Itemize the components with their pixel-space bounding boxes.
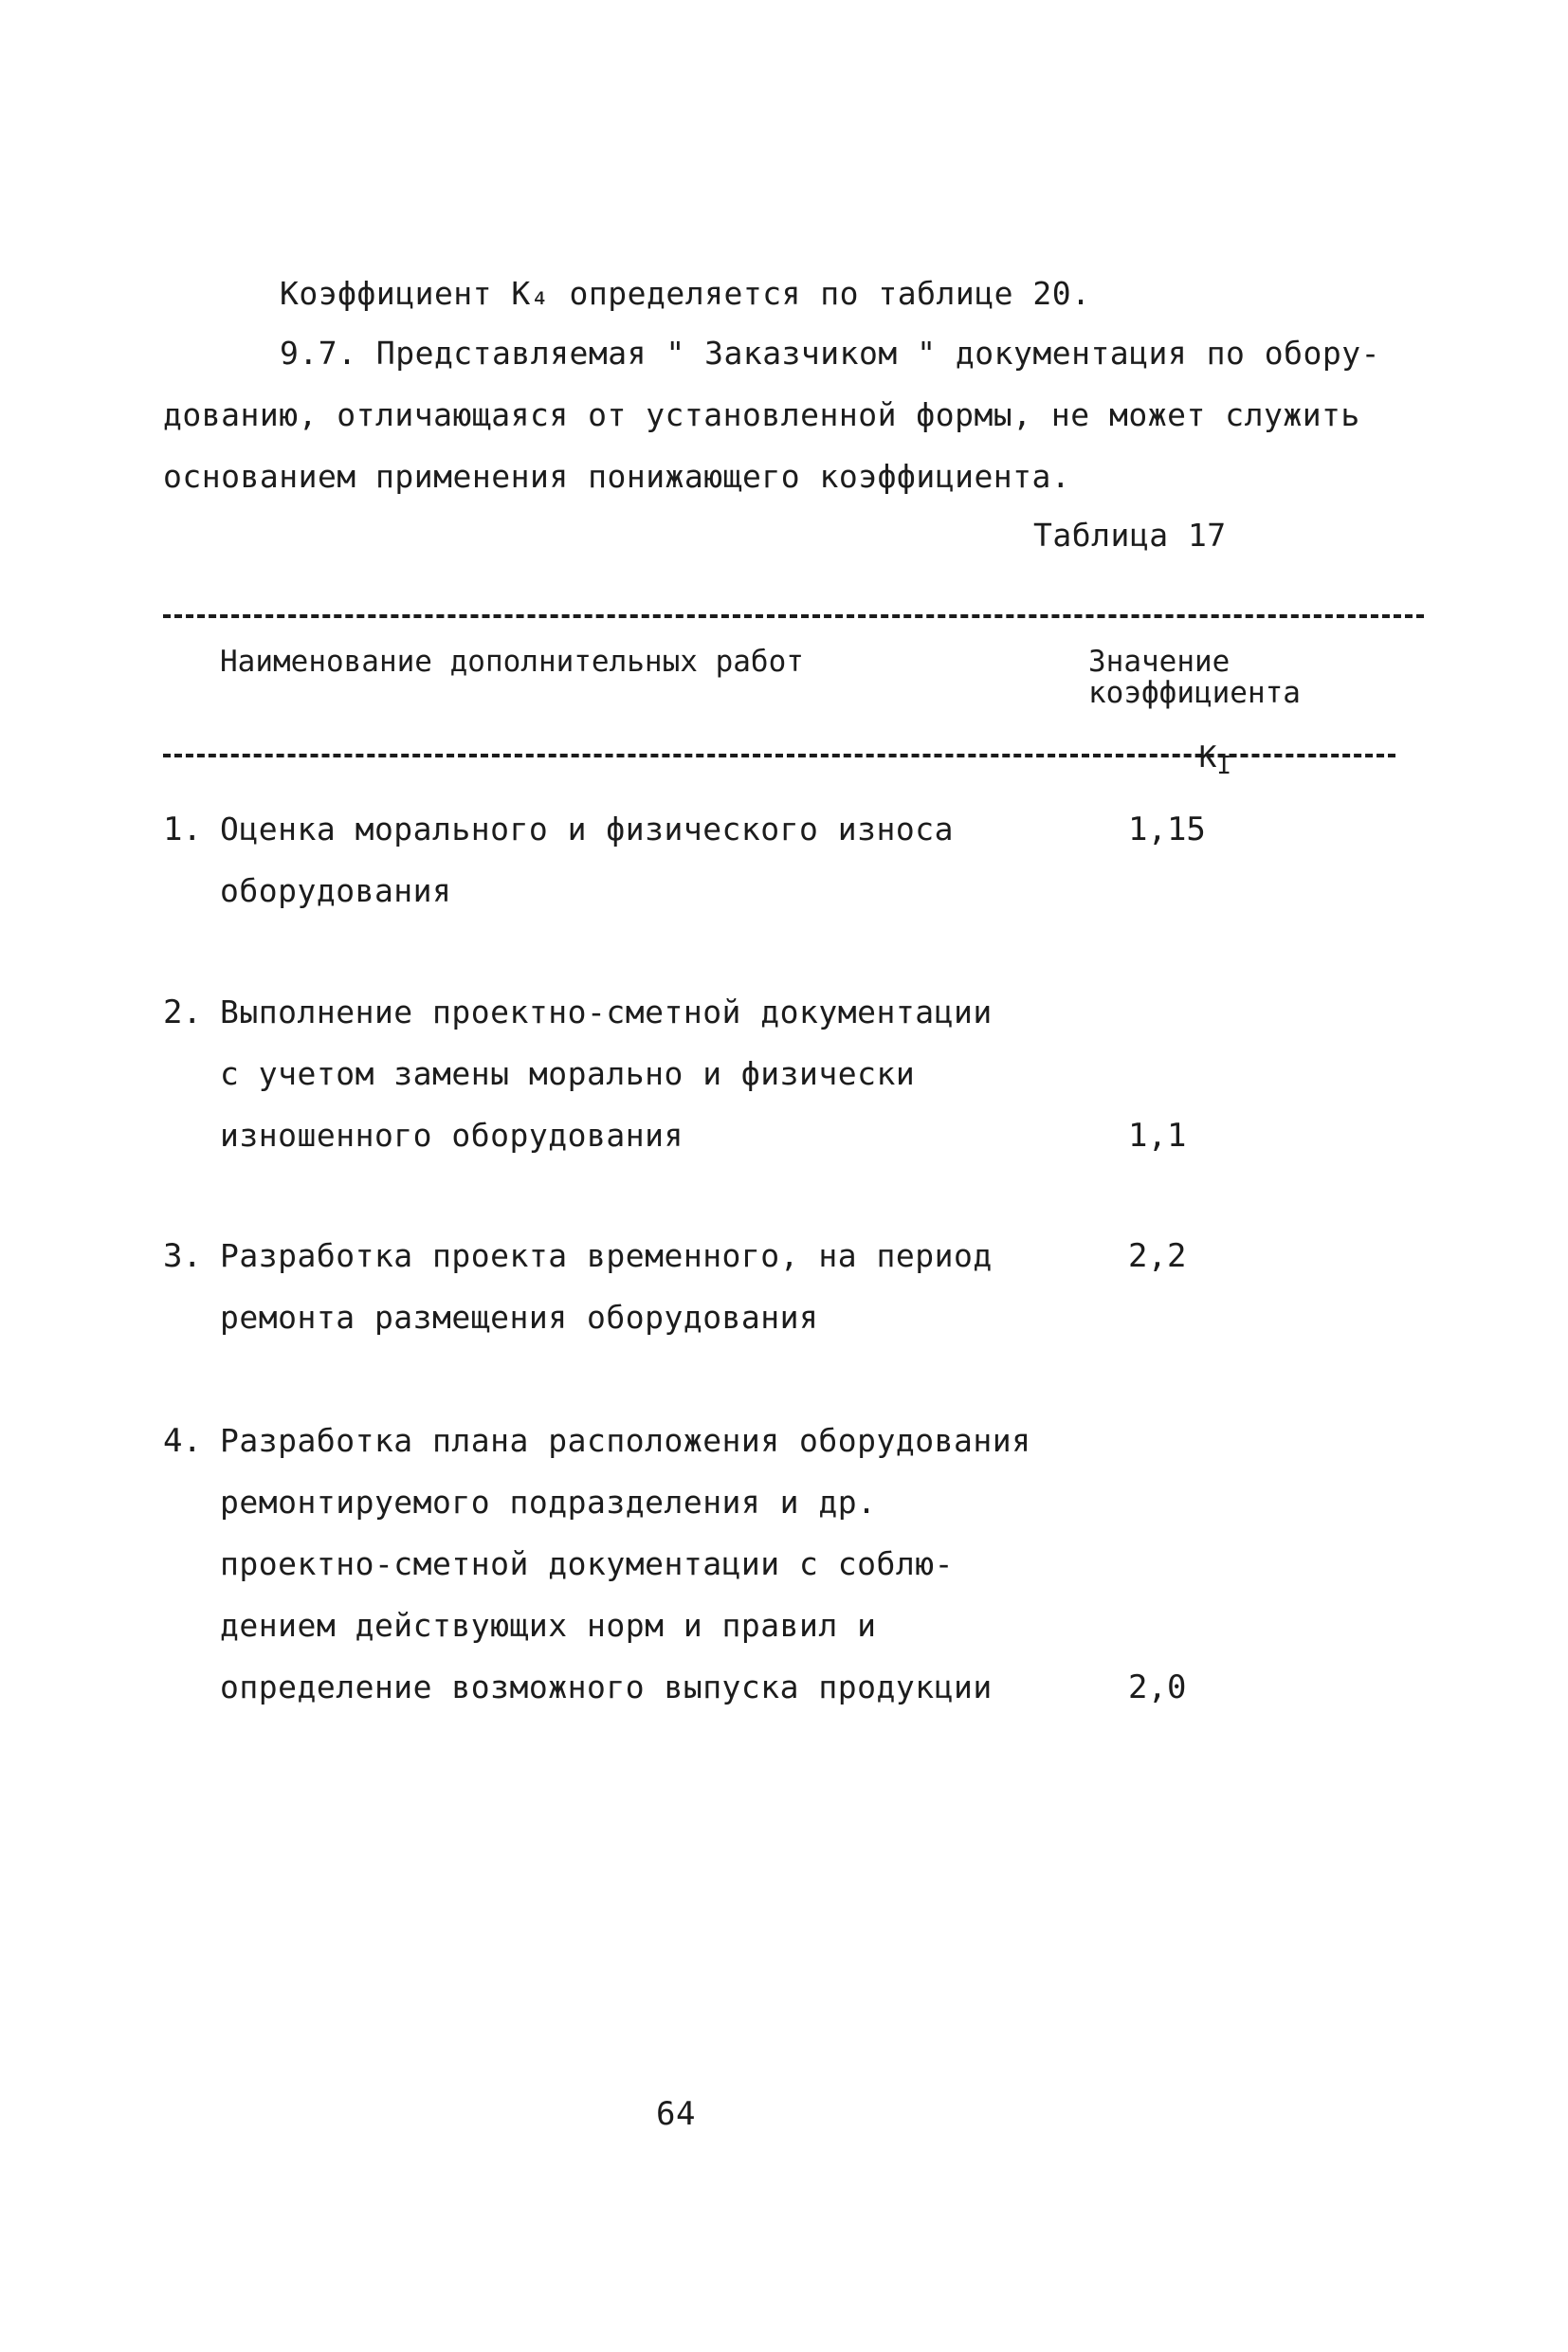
row-1-value: 1,15 xyxy=(1128,811,1206,848)
table-header-rule xyxy=(163,754,1395,757)
intro-line-4: основанием применения понижающего коэффициента. xyxy=(163,458,1071,495)
row-2-value: 1,1 xyxy=(1128,1117,1187,1155)
row-1-number: 1. xyxy=(163,811,202,848)
header-col-value-line1: Значение xyxy=(1088,645,1231,679)
row-1-text-2: оборудования xyxy=(220,872,452,909)
row-2-number: 2. xyxy=(163,994,202,1031)
row-3-text-1: Разработка проекта временного, на период xyxy=(220,1237,993,1274)
row-2-text-2: с учетом замены морально и физически xyxy=(220,1055,916,1092)
intro-line-1: Коэффициент К₄ определяется по таблице 20. xyxy=(280,275,1091,312)
row-4-number: 4. xyxy=(163,1422,202,1460)
coefficient-subscript: I xyxy=(1216,752,1231,781)
table-top-rule xyxy=(163,614,1424,618)
intro-line-3: дованию, отличающаяся от установленной формы, не может служить xyxy=(163,396,1360,433)
row-4-text-1: Разработка плана расположения оборудования xyxy=(220,1422,1031,1459)
row-4-text-5: определение возможного выпуска продукции xyxy=(220,1668,993,1705)
row-4-text-3: проектно-сметной документации с соблю- xyxy=(220,1545,954,1582)
header-col-value-symbol xyxy=(1128,706,1231,817)
row-2-text-1: Выполнение проектно-сметной документации xyxy=(220,994,993,1030)
row-4-text-4: дением действующих норм и правил и xyxy=(220,1607,877,1644)
header-col-value-line2: коэффициента xyxy=(1088,676,1301,710)
row-3-text-2: ремонта размещения оборудования xyxy=(220,1299,819,1336)
page-number: 64 xyxy=(656,2095,696,2133)
coefficient-symbol: К xyxy=(1198,740,1217,775)
row-4-text-2: ремонтируемого подразделения и др. xyxy=(220,1484,877,1521)
row-3-number: 3. xyxy=(163,1237,202,1275)
header-col-works: Наименование дополнительных работ xyxy=(220,645,804,679)
row-1-text-1: Оценка морального и физического износа xyxy=(220,811,954,848)
row-3-value: 2,2 xyxy=(1128,1237,1187,1275)
row-2-text-3: изношенного оборудования xyxy=(220,1117,684,1154)
intro-line-2: 9.7. Представляемая " Заказчиком " документация по обору- xyxy=(280,335,1380,372)
row-4-value: 2,0 xyxy=(1128,1668,1187,1706)
table-caption: Таблица 17 xyxy=(1033,517,1227,554)
